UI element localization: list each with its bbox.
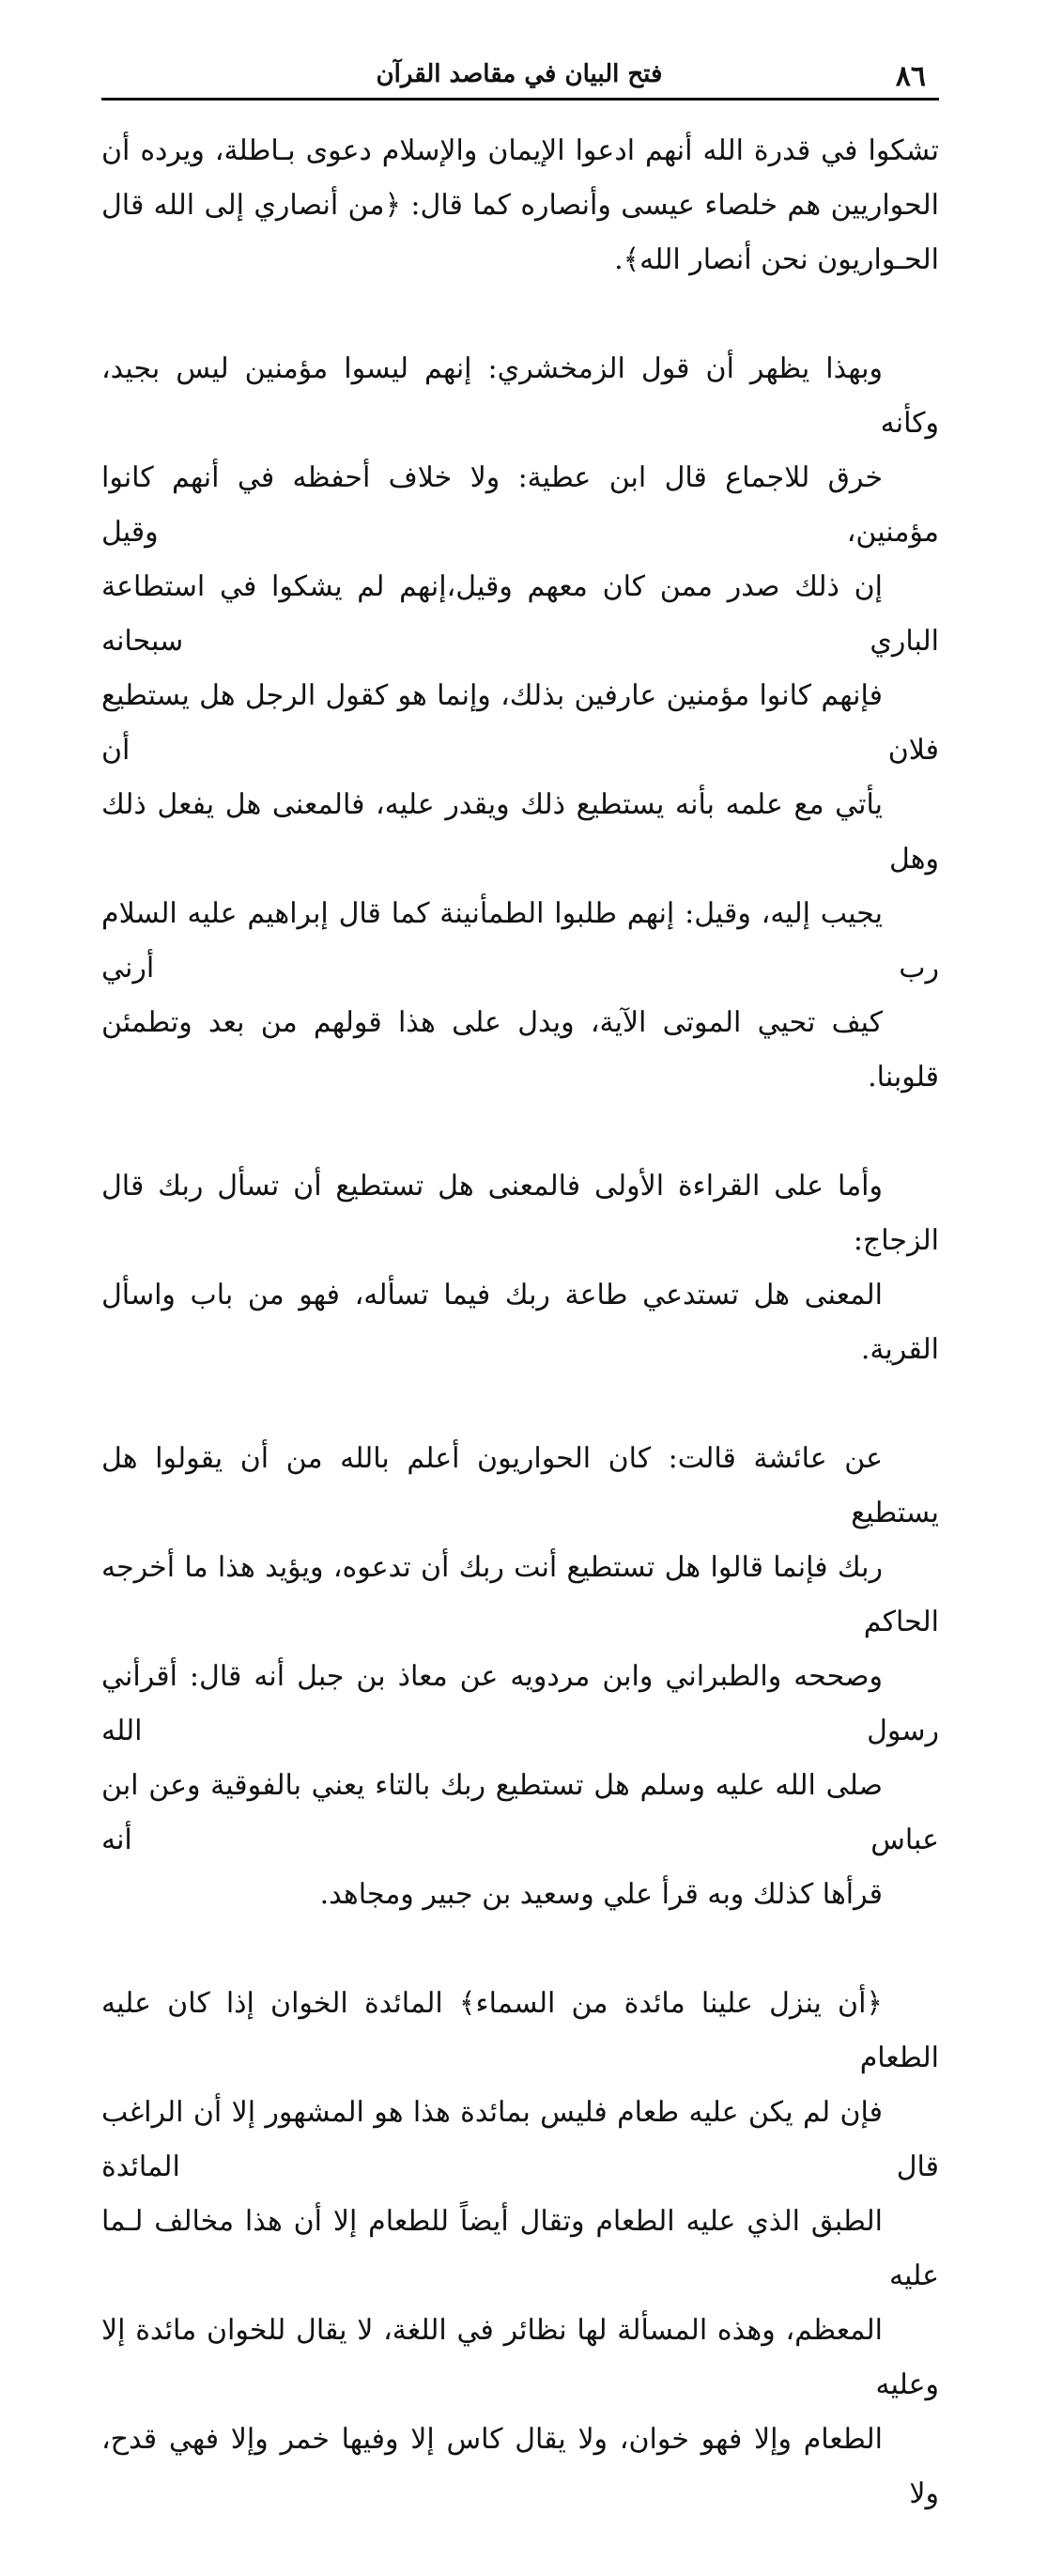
running-title: فتح البيان في مقاصد القرآن <box>376 60 663 88</box>
text-line: الطعام وإلا فهو خوان، ولا يقال كاس إلا وفيها خمر وإلا فهي قدح، ولا <box>101 2423 939 2510</box>
page-header <box>101 54 937 98</box>
text-line: خرق للاجماع قال ابن عطية: ولا خلاف أحفظه في أنهم كانوا مؤمنين، وقيل <box>101 461 939 549</box>
paragraph-4 <box>101 1432 939 1922</box>
text-line: وبهذا يظهر أن قول الزمخشري: إنهم ليسوا مؤمنين ليس بجيد، وكأنه <box>101 352 939 440</box>
text-line: الحواريين هم خلصاء عيسى وأنصاره كما قال: ﴿من أنصاري إلى الله قال <box>101 189 939 222</box>
text-line: وصححه والطبراني وابن مردويه عن معاذ بن جبل أنه قال: أقرأني رسول الله <box>101 1660 939 1747</box>
text-line: تشكوا في قدرة الله أنهم ادعوا الإيمان والإسلام دعوى بـاطلة، ويرده أن <box>101 134 939 167</box>
text-line: الطبق الذي عليه الطعام وتقال أيضاً للطعام إلا أن هذا مخالف لـما عليه <box>101 2205 939 2292</box>
body-text <box>101 124 939 2576</box>
text-line: إن ذلك صدر ممن كان معهم وقيل،إنهم لم يشكوا في استطاعة الباري سبحانه <box>101 570 939 658</box>
paragraph-1 <box>101 124 939 287</box>
paragraph-2 <box>101 342 939 1105</box>
header-rule <box>101 98 939 101</box>
text-line: فإن لم يكن عليه طعام فليس بمائدة هذا هو المشهور إلا أن الراغب قال المائدة <box>101 2096 939 2183</box>
text-line: ﴿أن ينزل علينا مائدة من السماء﴾ المائدة الخوان إذا كان عليه الطعام <box>101 1987 939 2074</box>
paragraph-5 <box>101 1977 939 2522</box>
text-line: عن عائشة قالت: كان الحواريون أعلم بالله من أن يقولوا هل يستطيع <box>101 1442 939 1529</box>
text-line: وأما على القراءة الأولى فالمعنى هل تستطيع أن تسأل ربك قال الزجاج: <box>101 1170 939 1257</box>
page-number: ٨٦ <box>895 60 926 93</box>
text-line: المعنى هل تستدعي طاعة ربك فيما تسأله، فهو من باب واسأل القرية. <box>101 1279 939 1366</box>
text-line: فإنهم كانوا مؤمنين عارفين بذلك، وإنما هو كقول الرجل هل يستطيع فلان أن <box>101 679 939 767</box>
text-line: يأتي مع علمه بأنه يستطيع ذلك ويقدر عليه، فالمعنى هل يفعل ذلك وهل <box>101 788 939 876</box>
text-line: ربك فإنما قالوا هل تستطيع أنت ربك أن تدعوه، ويؤيد هذا ما أخرجه الحاكم <box>101 1551 939 1638</box>
paragraph-3 <box>101 1159 939 1377</box>
text-line: الحـواريون نحن أنصار الله﴾. <box>614 243 939 276</box>
text-line: قرأها كذلك وبه قرأ علي وسعيد بن جبير ومجاهد. <box>319 1878 883 1911</box>
text-line: كيف تحيي الموتى الآية، ويدل على هذا قولهم من بعد وتطمئن قلوبنا. <box>101 1006 939 1094</box>
text-line: صلى الله عليه وسلم هل تستطيع ربك بالتاء يعني بالفوقية وعن ابن عباس أنه <box>101 1769 939 1856</box>
text-line: يجيب إليه، وقيل: إنهم طلبوا الطمأنينة كما قال إبراهيم عليه السلام رب أرني <box>101 897 939 985</box>
text-line: المعظم، وهذه المسألة لها نظائر في اللغة، لا يقال للخوان مائدة إلا وعليه <box>101 2314 939 2401</box>
